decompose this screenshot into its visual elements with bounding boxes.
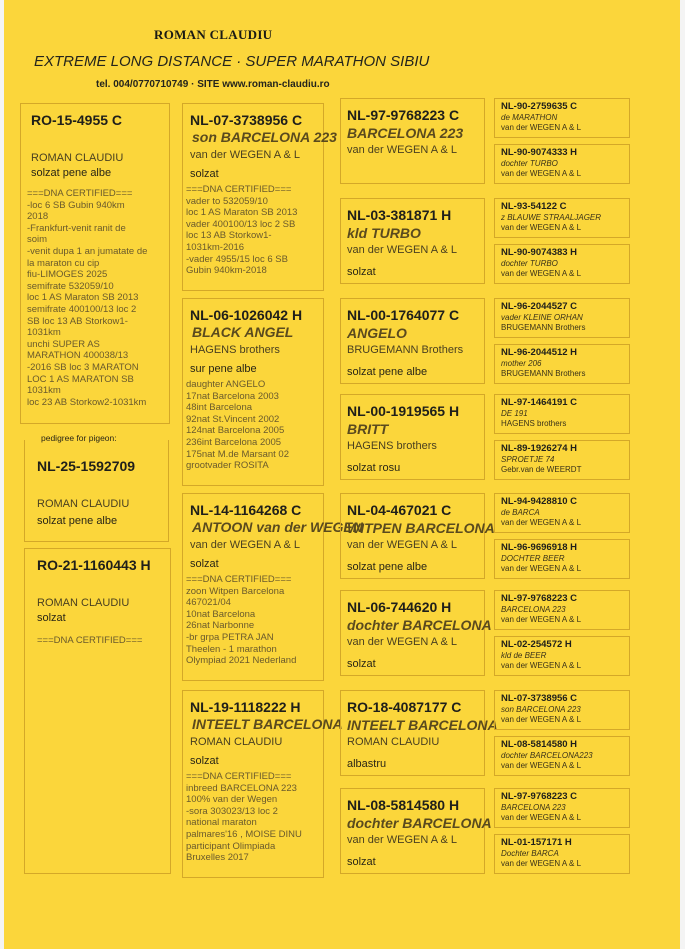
subject-ring: NL-25-1592709: [37, 458, 136, 474]
ggp-name: dochter BARCELONA223: [501, 751, 593, 760]
ggp-ring: NL-08-5814580 H: [501, 739, 578, 750]
great-grandparent-card: [494, 590, 630, 630]
ggp-name: DOCHTER BEER: [501, 554, 565, 563]
note-line: 100% van der Wegen: [186, 794, 278, 806]
parent-name: son BARCELONA 223: [192, 129, 337, 145]
ggp-ring: NL-97-1464191 C: [501, 397, 578, 408]
grandparent-color: solzat rosu: [347, 462, 401, 474]
ggp-owner: HAGENS brothers: [501, 419, 567, 428]
note-line: daughter ANGELO: [186, 379, 266, 390]
parent-owner: van der WEGEN A & L: [190, 539, 301, 551]
great-grandparent-card: [494, 539, 630, 579]
great-grandparent-card: [494, 493, 630, 533]
ggp-ring: NL-96-2044512 H: [501, 347, 578, 358]
ggp-name: dochter TURBO: [501, 259, 558, 268]
note-line: Bruxelles 2017: [186, 852, 249, 864]
grandparent-owner: van der WEGEN A & L: [347, 244, 458, 256]
parent-notes: [186, 771, 302, 864]
ggp-ring: NL-96-9696918 H: [501, 542, 578, 553]
contact-line: tel. 004/0770710749 · SITE www.roman-claudiu.ro: [96, 79, 330, 90]
note-line: participant Olimpiada: [186, 840, 276, 852]
ggp-ring: NL-97-9768223 C: [501, 593, 578, 604]
grandparent-color: solzat: [347, 856, 376, 868]
ggp-owner: van der WEGEN A & L: [501, 223, 582, 232]
ggp-name: de BARCA: [501, 508, 540, 517]
grandparent-owner: ROMAN CLAUDIU: [347, 736, 440, 748]
parent-owner: HAGENS brothers: [190, 344, 280, 356]
grandparent-color: solzat pene albe: [347, 561, 428, 573]
note-line: -venit dupa 1 an jumatate de: [27, 245, 148, 257]
grandparent-name: INTEELT BARCELONA: [347, 717, 498, 733]
note-line: -loc 6 SB Gubin 940km: [27, 199, 125, 211]
ggp-ring: NL-90-2759635 C: [501, 101, 578, 112]
ggp-owner: BRUGEMANN Brothers: [501, 323, 586, 332]
note-line: Olympiad 2021 Nederland: [186, 655, 297, 667]
grandparent-ring: RO-18-4087177 C: [347, 699, 462, 715]
note-line: -Frankfurt-venit ranit de: [27, 222, 126, 234]
grandparent-owner: van der WEGEN A & L: [347, 539, 458, 551]
note-line: vader 400100/13 loc 2 SB: [186, 218, 296, 230]
great-grandparent-card: [494, 298, 630, 338]
grandparent-card: [340, 98, 485, 184]
note-line: 1031km: [27, 327, 61, 339]
note-line: semifrate 532059/10: [27, 280, 114, 292]
grandparent-owner: van der WEGEN A & L: [347, 144, 458, 156]
grandparent-ring: NL-08-5814580 H: [347, 797, 460, 813]
note-line: Theelen - 1 marathon: [186, 643, 277, 655]
note-line: 236int Barcelona 2005: [186, 436, 282, 448]
great-grandparent-card: [494, 690, 630, 730]
parent-notes: [186, 184, 297, 277]
parent-color: solzat: [190, 558, 219, 570]
ggp-name: vader KLEINE ORHAN: [501, 313, 583, 322]
ggp-ring: NL-97-9768223 C: [501, 791, 578, 802]
great-grandparent-card: [494, 344, 630, 384]
ggp-owner: van der WEGEN A & L: [501, 123, 582, 132]
grandparent-ring: NL-97-9768223 C: [347, 107, 460, 123]
sire-card: [20, 103, 170, 424]
parent-color: sur pene albe: [190, 363, 257, 375]
ggp-name: BARCELONA 223: [501, 803, 566, 812]
grandparent-card: [340, 590, 492, 676]
note-line: 175nat M.de Marsant 02: [186, 448, 289, 460]
ggp-ring: NL-90-9074383 H: [501, 247, 578, 258]
parent-owner: van der WEGEN A & L: [190, 149, 301, 161]
note-line: loc 13 AB Storkow1-: [186, 230, 272, 242]
great-grandparent-card: [494, 440, 630, 480]
ggp-ring: NL-96-2044527 C: [501, 301, 578, 312]
ggp-owner: van der WEGEN A & L: [501, 859, 582, 868]
parent-notes: [186, 574, 296, 667]
ggp-owner: van der WEGEN A & L: [501, 615, 582, 624]
grandparent-owner: HAGENS brothers: [347, 440, 437, 452]
great-grandparent-card: [494, 834, 630, 874]
note-line: MARATHON 400038/13: [27, 350, 129, 362]
ggp-name: dochter TURBO: [501, 159, 558, 168]
note-line: inbreed BARCELONA 223: [186, 782, 297, 794]
note-line: -sora 303023/13 loc 2: [186, 805, 278, 817]
dam-color: solzat: [37, 612, 66, 624]
note-line: ===DNA CERTIFIED===: [37, 635, 143, 646]
parent-name: INTEELT BARCELONA: [192, 716, 343, 732]
dam-owner: ROMAN CLAUDIU: [37, 597, 130, 609]
ggp-ring: NL-01-157171 H: [501, 837, 572, 848]
sire-notes: [27, 188, 147, 408]
ggp-ring: NL-02-254572 H: [501, 639, 572, 650]
parent-ring: NL-14-1164268 C: [190, 502, 302, 518]
note-line: vader to 532059/10: [186, 195, 268, 207]
ggp-owner: van der WEGEN A & L: [501, 761, 582, 770]
pedigree-label: pedigree for pigeon:: [38, 433, 120, 443]
parent-color: solzat: [190, 168, 219, 180]
note-line: grootvader ROSITA: [186, 460, 269, 472]
grandparent-name: dochter BARCELONA: [347, 617, 492, 633]
pedigree-subtitle: EXTREME LONG DISTANCE · SUPER MARATHON SIBIU: [34, 53, 430, 70]
grandparent-card: [340, 788, 492, 874]
ggp-name: z BLAUWE STRAALJAGER: [501, 213, 602, 222]
note-line: fiu-LIMOGES 2025: [27, 269, 108, 281]
note-line: 1031km: [27, 385, 61, 397]
note-line: ===DNA CERTIFIED===: [186, 771, 292, 782]
grandparent-name: BRITT: [347, 421, 389, 437]
breeder-title: ROMAN CLAUDIU: [154, 27, 273, 42]
dam-notes: [37, 635, 142, 647]
grandparent-owner: BRUGEMANN Brothers: [347, 344, 464, 356]
note-line: ===DNA CERTIFIED===: [186, 184, 292, 195]
ggp-name: kld de BEER: [501, 651, 547, 660]
grandparent-name: BARCELONA 223: [347, 125, 464, 141]
grandparent-name: dochter BARCELONA: [347, 815, 492, 831]
ggp-ring: NL-90-9074333 H: [501, 147, 578, 158]
ggp-name: son BARCELONA 223: [501, 705, 581, 714]
grandparent-color: solzat: [347, 658, 376, 670]
note-line: loc 1 AS Maraton SB 2013: [186, 207, 298, 219]
grandparent-ring: NL-00-1919565 H: [347, 403, 460, 419]
grandparent-card: [340, 298, 485, 384]
note-line: ===DNA CERTIFIED===: [27, 188, 133, 199]
parent-ring: NL-19-1118222 H: [190, 699, 301, 715]
note-line: 48int Barcelona: [186, 402, 253, 414]
parent-card: [182, 298, 324, 486]
parent-notes: [186, 379, 289, 472]
great-grandparent-card: [494, 788, 630, 828]
ggp-owner: van der WEGEN A & L: [501, 269, 582, 278]
note-line: -2016 SB loc 3 MARATON: [27, 361, 139, 373]
great-grandparent-card: [494, 636, 630, 676]
subject-owner: ROMAN CLAUDIU: [37, 498, 130, 510]
ggp-owner: Gebr.van de WEERDT: [501, 465, 582, 474]
note-line: la maraton cu cip: [27, 257, 100, 269]
grandparent-ring: NL-00-1764077 C: [347, 307, 460, 323]
grandparent-card: [340, 690, 498, 776]
ggp-ring: NL-94-9428810 C: [501, 496, 578, 507]
note-line: unchi SUPER AS: [27, 338, 100, 350]
parent-ring: NL-06-1026042 H: [190, 307, 303, 323]
note-line: 17nat Barcelona 2003: [186, 390, 279, 402]
note-line: 92nat St.Vincent 2002: [186, 413, 280, 425]
parent-name: BLACK ANGEL: [192, 324, 294, 340]
ggp-owner: van der WEGEN A & L: [501, 813, 582, 822]
ggp-owner: BRUGEMANN Brothers: [501, 369, 586, 378]
great-grandparent-card: [494, 394, 630, 434]
grandparent-color: solzat pene albe: [347, 366, 428, 378]
ggp-name: BARCELONA 223: [501, 605, 566, 614]
great-grandparent-card: [494, 98, 630, 138]
ggp-name: de MARATHON: [501, 113, 558, 122]
ggp-name: mother 206: [501, 359, 542, 368]
ggp-owner: van der WEGEN A & L: [501, 661, 582, 670]
note-line: -br grpa PETRA JAN: [186, 631, 274, 643]
ggp-name: Dochter BARCA: [501, 849, 559, 858]
parent-color: solzat: [190, 755, 219, 767]
note-line: 1031km-2016: [186, 241, 245, 253]
ggp-ring: NL-89-1926274 H: [501, 443, 578, 454]
dam-ring: RO-21-1160443 H: [37, 557, 151, 573]
parent-owner: ROMAN CLAUDIU: [190, 736, 283, 748]
subject-card: [24, 440, 169, 542]
sire-owner: ROMAN CLAUDIU: [31, 152, 124, 164]
grandparent-name: WITPEN BARCELONA: [347, 520, 495, 536]
ggp-owner: van der WEGEN A & L: [501, 518, 582, 527]
parent-card: [182, 493, 363, 681]
great-grandparent-card: [494, 198, 630, 238]
note-line: 26nat Narbonne: [186, 620, 255, 632]
parent-name: ANTOON van der WEGEN: [192, 519, 363, 535]
ggp-owner: van der WEGEN A & L: [501, 715, 582, 724]
sire-ring: RO-15-4955 C: [31, 112, 123, 128]
note-line: palmares'16 , MOISE DINU: [186, 828, 302, 840]
note-line: loc 1 AS Maraton SB 2013: [27, 292, 139, 304]
grandparent-card: [340, 493, 495, 579]
note-line: loc 23 AB Storkow2-1031km: [27, 396, 147, 408]
grandparent-ring: NL-06-744620 H: [347, 599, 452, 615]
grandparent-ring: NL-04-467021 C: [347, 502, 452, 518]
grandparent-card: [340, 394, 485, 480]
parent-ring: NL-07-3738956 C: [190, 112, 303, 128]
note-line: soim: [27, 234, 48, 246]
grandparent-ring: NL-03-381871 H: [347, 207, 452, 223]
note-line: LOC 1 AS MARATON SB: [27, 373, 134, 385]
note-line: 124nat Barcelona 2005: [186, 425, 285, 437]
ggp-owner: van der WEGEN A & L: [501, 169, 582, 178]
great-grandparent-card: [494, 736, 630, 776]
great-grandparent-card: [494, 144, 630, 184]
note-line: -vader 4955/15 loc 6 SB: [186, 253, 288, 265]
ggp-owner: van der WEGEN A & L: [501, 564, 582, 573]
grandparent-color: solzat: [347, 266, 376, 278]
note-line: 467021/04: [186, 597, 231, 609]
note-line: semifrate 400100/13 loc 2: [27, 303, 137, 315]
ggp-name: SPROETJE 74: [501, 455, 555, 464]
note-line: 2018: [27, 211, 49, 223]
grandparent-color: albastru: [347, 758, 387, 770]
parent-card: [182, 690, 343, 878]
dam-card: [24, 548, 171, 874]
grandparent-owner: van der WEGEN A & L: [347, 636, 458, 648]
note-line: 10nat Barcelona: [186, 608, 256, 620]
note-line: SB loc 13 AB Storkow1-: [27, 315, 128, 327]
great-grandparent-card: [494, 244, 630, 284]
ggp-ring: NL-07-3738956 C: [501, 693, 578, 704]
note-line: zoon Witpen Barcelona: [186, 585, 285, 597]
ggp-ring: NL-93-54122 C: [501, 201, 567, 212]
subject-color: solzat pene albe: [37, 515, 118, 527]
note-line: national maraton: [186, 817, 257, 829]
sire-color: solzat pene albe: [31, 167, 112, 179]
grandparent-owner: van der WEGEN A & L: [347, 834, 458, 846]
grandparent-card: [340, 198, 485, 284]
grandparent-name: ANGELO: [347, 325, 407, 341]
grandparent-name: kld TURBO: [347, 225, 421, 241]
note-line: Gubin 940km-2018: [186, 265, 267, 277]
pedigree-sheet: [4, 0, 680, 949]
parent-card: [182, 103, 337, 291]
note-line: ===DNA CERTIFIED===: [186, 574, 292, 585]
ggp-name: DE 191: [501, 409, 528, 418]
